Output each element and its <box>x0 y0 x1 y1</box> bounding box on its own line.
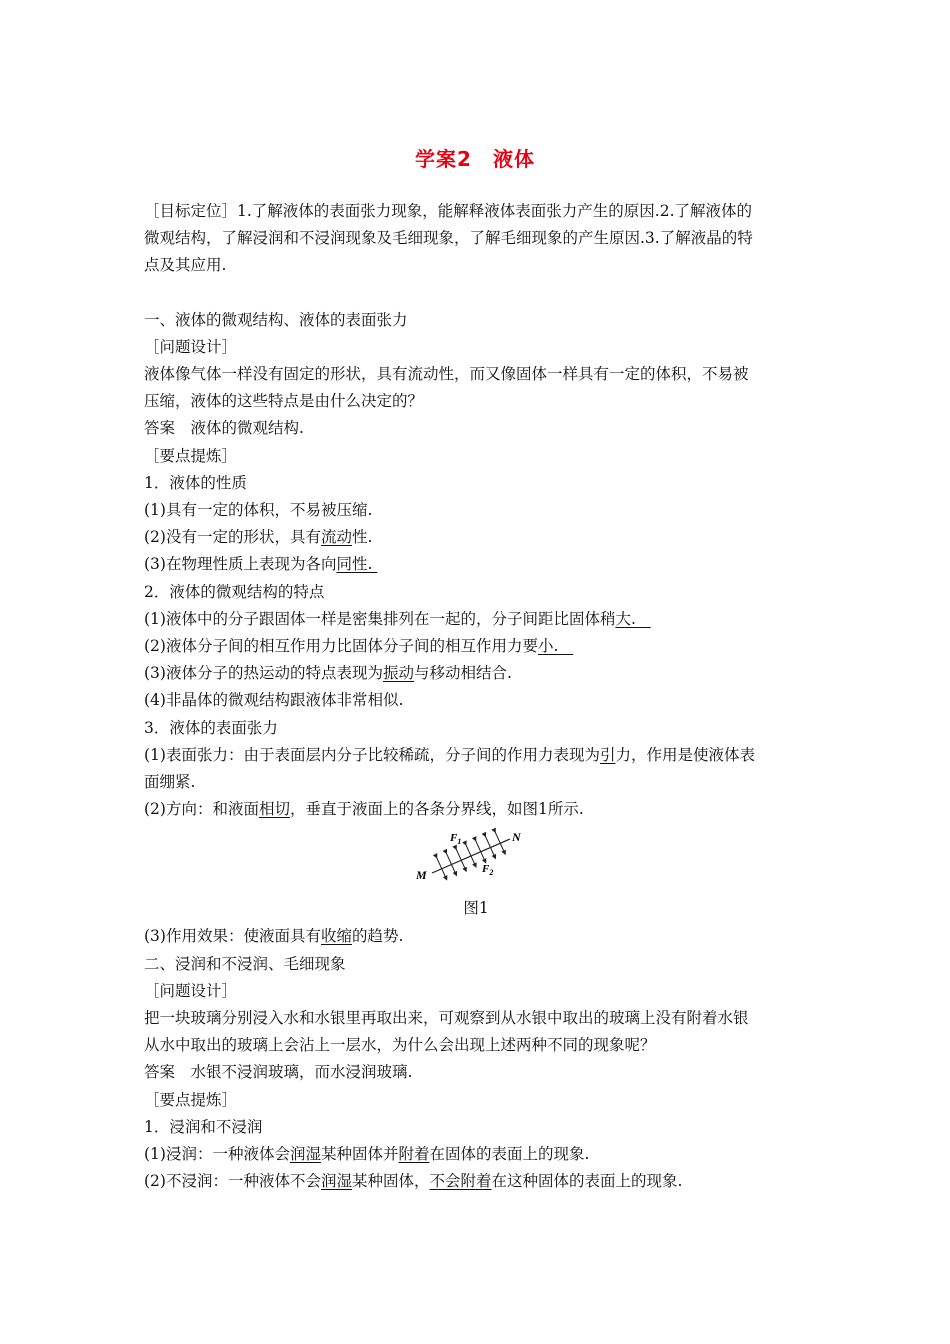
section-heading: 二、浸润和不浸润、毛细现象 <box>144 954 346 973</box>
problem-text: 压缩，液体的这些特点是由什么决定的？ <box>144 392 424 411</box>
answer-text: 答案 液体的微观结构. <box>144 419 304 438</box>
point-item: (1)具有一定的体积，不易被压缩. <box>144 501 373 520</box>
point-title: 2．液体的微观结构的特点 <box>144 582 325 601</box>
force-arrow <box>486 837 496 859</box>
point-item: (1)液体中的分子跟固体一样是密集排列在一起的，分子间距比固体稍大. <box>144 609 636 628</box>
point-item: (2)不浸润：一种液体不会润湿某种固体，不会附着在这种固体的表面上的现象. <box>144 1172 683 1191</box>
answer-blank: 流动 <box>320 528 352 547</box>
force-arrow <box>456 850 466 872</box>
objective-line: 微观结构，了解浸润和不浸润现象及毛细现象，了解毛细现象的产生原因.3.了解液晶的特 <box>144 229 753 248</box>
problem-label: ［问题设计］ <box>144 337 238 356</box>
answer-blank: 附着 <box>398 1145 430 1164</box>
points-label: ［要点提炼］ <box>144 446 238 465</box>
force-arrow <box>476 841 486 863</box>
document-body <box>144 198 808 1196</box>
point-item: 面绷紧. <box>144 773 196 792</box>
force-arrow <box>466 845 476 867</box>
answer-blank: 收缩 <box>320 927 352 946</box>
force-arrows <box>437 833 506 881</box>
figure-caption: 图1 <box>463 899 489 918</box>
answer-blank: 引 <box>599 745 616 764</box>
point-item: (1)表面张力：由于表面层内分子比较稀疏，分子间的作用力表现为引力，作用是使液体表 <box>144 745 755 764</box>
point-item: (3)作用效果：使液面具有收缩的趋势. <box>144 927 404 946</box>
points-label: ［要点提炼］ <box>144 1090 238 1109</box>
surface-tension-figure <box>144 827 808 893</box>
problem-text: 液体像气体一样没有固定的形状，具有流动性，而又像固体一样具有一定的体积，不易被 <box>144 365 749 384</box>
label-n: N <box>512 830 521 845</box>
point-title: 1．液体的性质 <box>144 473 247 492</box>
force-arrow <box>437 858 447 880</box>
point-title: 3．液体的表面张力 <box>144 718 278 737</box>
point-item: (2)液体分子间的相互作用力比固体分子间的相互作用力要小. <box>144 637 559 656</box>
point-item: (2)没有一定的形状，具有流动性. <box>144 528 373 547</box>
label-f1: $F_1$ <box>450 832 462 847</box>
force-arrow <box>447 854 457 876</box>
answer-blank: 相切 <box>258 800 290 819</box>
objective-line: 点及其应用. <box>144 256 227 275</box>
problem-label: ［问题设计］ <box>144 981 238 1000</box>
label-f2: $F_2$ <box>482 863 494 878</box>
answer-blank: 大. <box>615 609 636 628</box>
point-item: (2)方向：和液面相切，垂直于液面上的各条分界线，如图1所示. <box>144 800 584 819</box>
force-arrow <box>495 833 505 855</box>
objective-line: ［目标定位］1.了解液体的表面张力现象，能解释液体表面张力产生的原因.2.了解液体的 <box>144 202 753 220</box>
answer-blank: 润湿 <box>289 1145 321 1164</box>
label-m: M <box>416 868 427 883</box>
answer-blank: 不会附着 <box>429 1172 492 1191</box>
point-title: 1．浸润和不浸润 <box>144 1117 263 1136</box>
surface-tension-diagram <box>412 827 542 893</box>
point-item: (3)在物理性质上表现为各向同性. <box>144 555 373 574</box>
answer-blank: 润湿 <box>320 1172 352 1191</box>
point-item: (1)浸润：一种液体会润湿某种固体并附着在固体的表面上的现象. <box>144 1145 590 1164</box>
point-item: (3)液体分子的热运动的特点表现为振动与移动相结合. <box>144 664 512 683</box>
answer-blank: 小. <box>537 637 559 656</box>
problem-text: 从水中取出的玻璃上会沾上一层水，为什么会出现上述两种不同的现象呢？ <box>144 1036 656 1055</box>
answer-text: 答案 水银不浸润玻璃，而水浸润玻璃. <box>144 1063 413 1082</box>
page-title: 学案2 液体 <box>415 147 535 171</box>
answer-blank: 同性. <box>336 555 373 574</box>
answer-blank: 振动 <box>382 664 414 683</box>
problem-text: 把一块玻璃分别浸入水和水银里再取出来，可观察到从水银中取出的玻璃上没有附着水银 <box>144 1009 749 1028</box>
point-item: (4)非晶体的微观结构跟液体非常相似. <box>144 691 404 710</box>
section-heading: 一、液体的微观结构、液体的表面张力 <box>144 310 408 329</box>
